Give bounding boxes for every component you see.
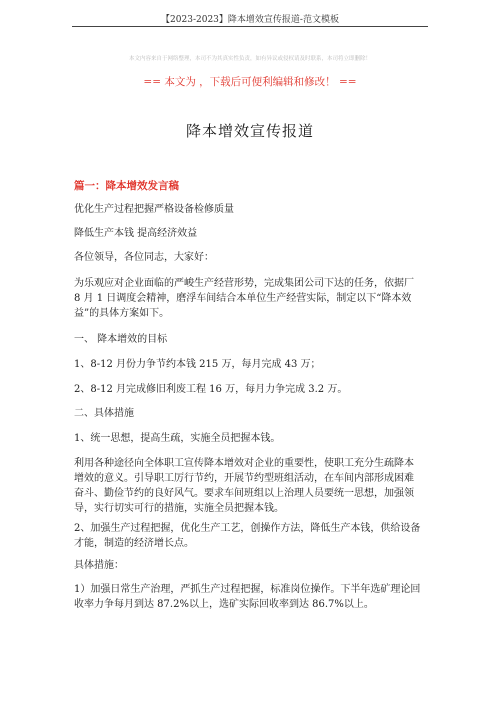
edit-notice: == 本文为 ，下载后可便利编辑和修改！ == <box>143 76 357 88</box>
paragraph: 1、8-12 月份力争节约本钱 215 万，每月完成 43 万； <box>74 359 321 370</box>
paragraph: 为乐观应对企业面临的严峻生产经营形势，完成集团公司下达的任务，依据厂 8 月 1 日调度会精神，磨浮车间结合本单位生产经营实际，制定以下“降本效 益”的具体方案如下。 <box>74 278 414 319</box>
page-header-title: 【2023-2023】降本增效宣传报道-范文模板 <box>161 15 339 25</box>
paragraph: 各位领导，各位同志，大家好： <box>74 252 214 263</box>
paragraph: 1、统一思想，提高生疏，实施全员把握本钱。 <box>74 433 281 444</box>
header-divider <box>72 26 428 27</box>
paragraph: 具体措施： <box>74 560 124 571</box>
paragraph: 利用各种途径向全体职工宣传降本增效对企业的重要性，使职工充分生疏降本 增效的意义。引导职工厉行节约，开展节约型班组活动，在车间内部形成困难 奋斗、勤俭节约的良好风气。要求车间班组以上治理人员要统一思想，加强领 导，实行切实可行的措施，实施全员把握本钱。 <box>74 458 414 514</box>
paragraph: 2、加强生产过程把握，优化生产工艺，创操作方法，降低生产本钱，供给设备 才能，制造的经济增长点。 <box>74 523 421 549</box>
paragraph: 1）加强日常生产治理，严抓生产过程把握，标准岗位操作。下半年选矿理论回 收率力争每月到达 87.2%以上，选矿实际回收率到达 86.7%以上。 <box>74 584 421 610</box>
paragraph: 优化生产过程把握严格设备检修质量 <box>74 204 234 215</box>
document-title: 降本增效宣传报道 <box>185 122 314 140</box>
paragraph: 一、 降本增效的目标 <box>74 334 168 345</box>
paragraph: 降低生产本钱 提高经济效益 <box>74 228 198 239</box>
paragraph: 2、8-12 月完成修旧利废工程 16 万，每月力争完成 3.2 万。 <box>74 384 348 395</box>
paragraph: 二、具体措施 <box>74 408 134 419</box>
section-heading: 篇一：降本增效发言稿 <box>74 180 179 192</box>
disclaimer-text: 本文内容来自于网络整理，本司不为其真实性负责，如有异议或侵权请及时联系，本司将立即删除！ <box>128 56 371 62</box>
